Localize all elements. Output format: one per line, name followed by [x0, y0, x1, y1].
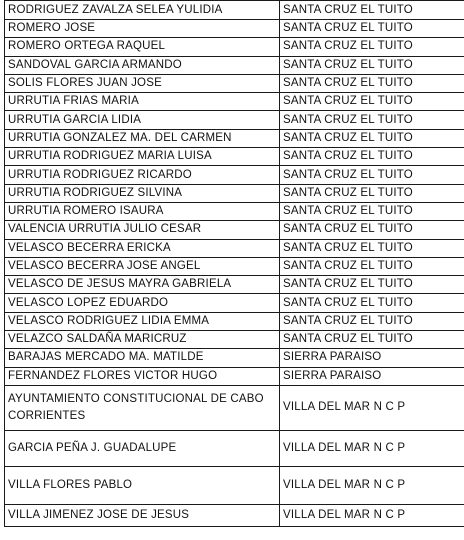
place-cell: SANTA CRUZ EL TUITO — [280, 1, 464, 20]
place-cell: SANTA CRUZ EL TUITO — [280, 74, 464, 92]
name-cell: SOLIS FLORES JUAN JOSE — [5, 74, 280, 92]
table-row — [5, 221, 464, 239]
table-row — [5, 166, 464, 184]
name-cell: URRUTIA GARCIA LIDIA — [5, 111, 280, 129]
place-cell: SANTA CRUZ EL TUITO — [280, 38, 464, 56]
place-cell: SANTA CRUZ EL TUITO — [280, 129, 464, 147]
place-cell: VILLA DEL MAR N C P — [280, 504, 464, 526]
place-cell: SANTA CRUZ EL TUITO — [280, 331, 464, 349]
name-cell: VELASCO BECERRA ERICKA — [5, 239, 280, 257]
place-cell: SIERRA PARAISO — [280, 367, 464, 385]
table-row — [5, 56, 464, 74]
table-row — [5, 111, 464, 129]
name-cell: RODRIGUEZ ZAVALZA SELEA YULIDIA — [5, 1, 280, 20]
table-row — [5, 504, 464, 526]
name-cell: VALENCIA URRUTIA JULIO CESAR — [5, 221, 280, 239]
place-cell: SANTA CRUZ EL TUITO — [280, 276, 464, 294]
name-cell: URRUTIA GONZALEZ MA. DEL CARMEN — [5, 129, 280, 147]
name-cell: URRUTIA ROMERO ISAURA — [5, 202, 280, 220]
table-row — [5, 276, 464, 294]
table-row — [5, 331, 464, 349]
table-row — [5, 20, 464, 38]
table-row — [5, 466, 464, 504]
place-cell: VILLA DEL MAR N C P — [280, 430, 464, 466]
table-row — [5, 239, 464, 257]
table-row — [5, 202, 464, 220]
name-cell: VELASCO BECERRA JOSE ANGEL — [5, 257, 280, 275]
table-row — [5, 367, 464, 385]
name-cell: URRUTIA RODRIGUEZ MARIA LUISA — [5, 148, 280, 166]
place-cell: SANTA CRUZ EL TUITO — [280, 202, 464, 220]
name-cell: VELASCO DE JESUS MAYRA GABRIELA — [5, 276, 280, 294]
name-cell: AYUNTAMIENTO CONSTITUCIONAL DE CABO CORRIENTES — [5, 385, 280, 430]
place-cell: VILLA DEL MAR N C P — [280, 385, 464, 430]
name-cell: GARCIA PEÑA J. GUADALUPE — [5, 430, 280, 466]
name-cell: VELASCO RODRIGUEZ LIDIA EMMA — [5, 312, 280, 330]
table-row — [5, 430, 464, 466]
name-cell: URRUTIA RODRIGUEZ RICARDO — [5, 166, 280, 184]
table-row — [5, 349, 464, 367]
place-cell: SIERRA PARAISO — [280, 349, 464, 367]
place-cell: SANTA CRUZ EL TUITO — [280, 166, 464, 184]
name-cell: URRUTIA FRIAS MARIA — [5, 93, 280, 111]
place-cell: SANTA CRUZ EL TUITO — [280, 294, 464, 312]
name-cell: VILLA FLORES PABLO — [5, 466, 280, 504]
table-row — [5, 184, 464, 202]
place-cell: SANTA CRUZ EL TUITO — [280, 148, 464, 166]
place-cell: SANTA CRUZ EL TUITO — [280, 221, 464, 239]
table-row — [5, 129, 464, 147]
place-cell: SANTA CRUZ EL TUITO — [280, 20, 464, 38]
place-cell: SANTA CRUZ EL TUITO — [280, 56, 464, 74]
table-row — [5, 74, 464, 92]
table-row — [5, 385, 464, 430]
name-cell: ROMERO ORTEGA RAQUEL — [5, 38, 280, 56]
place-cell: SANTA CRUZ EL TUITO — [280, 111, 464, 129]
place-cell: SANTA CRUZ EL TUITO — [280, 239, 464, 257]
table-row — [5, 93, 464, 111]
name-cell: BARAJAS MERCADO MA. MATILDE — [5, 349, 280, 367]
place-cell: SANTA CRUZ EL TUITO — [280, 312, 464, 330]
name-cell: ROMERO JOSE — [5, 20, 280, 38]
table-row — [5, 294, 464, 312]
name-cell: VILLA JIMENEZ JOSE DE JESUS — [5, 504, 280, 526]
table-row — [5, 38, 464, 56]
table-row — [5, 148, 464, 166]
place-cell: SANTA CRUZ EL TUITO — [280, 257, 464, 275]
place-cell: SANTA CRUZ EL TUITO — [280, 184, 464, 202]
beneficiary-table — [4, 0, 464, 527]
name-cell: SANDOVAL GARCIA ARMANDO — [5, 56, 280, 74]
place-cell: VILLA DEL MAR N C P — [280, 466, 464, 504]
table-row — [5, 312, 464, 330]
name-cell: VELASCO LOPEZ EDUARDO — [5, 294, 280, 312]
table-row — [5, 257, 464, 275]
place-cell: SANTA CRUZ EL TUITO — [280, 93, 464, 111]
name-cell: VELAZCO SALDAÑA MARICRUZ — [5, 331, 280, 349]
name-cell: FERNANDEZ FLORES VICTOR HUGO — [5, 367, 280, 385]
table-row — [5, 1, 464, 20]
name-cell: URRUTIA RODRIGUEZ SILVINA — [5, 184, 280, 202]
